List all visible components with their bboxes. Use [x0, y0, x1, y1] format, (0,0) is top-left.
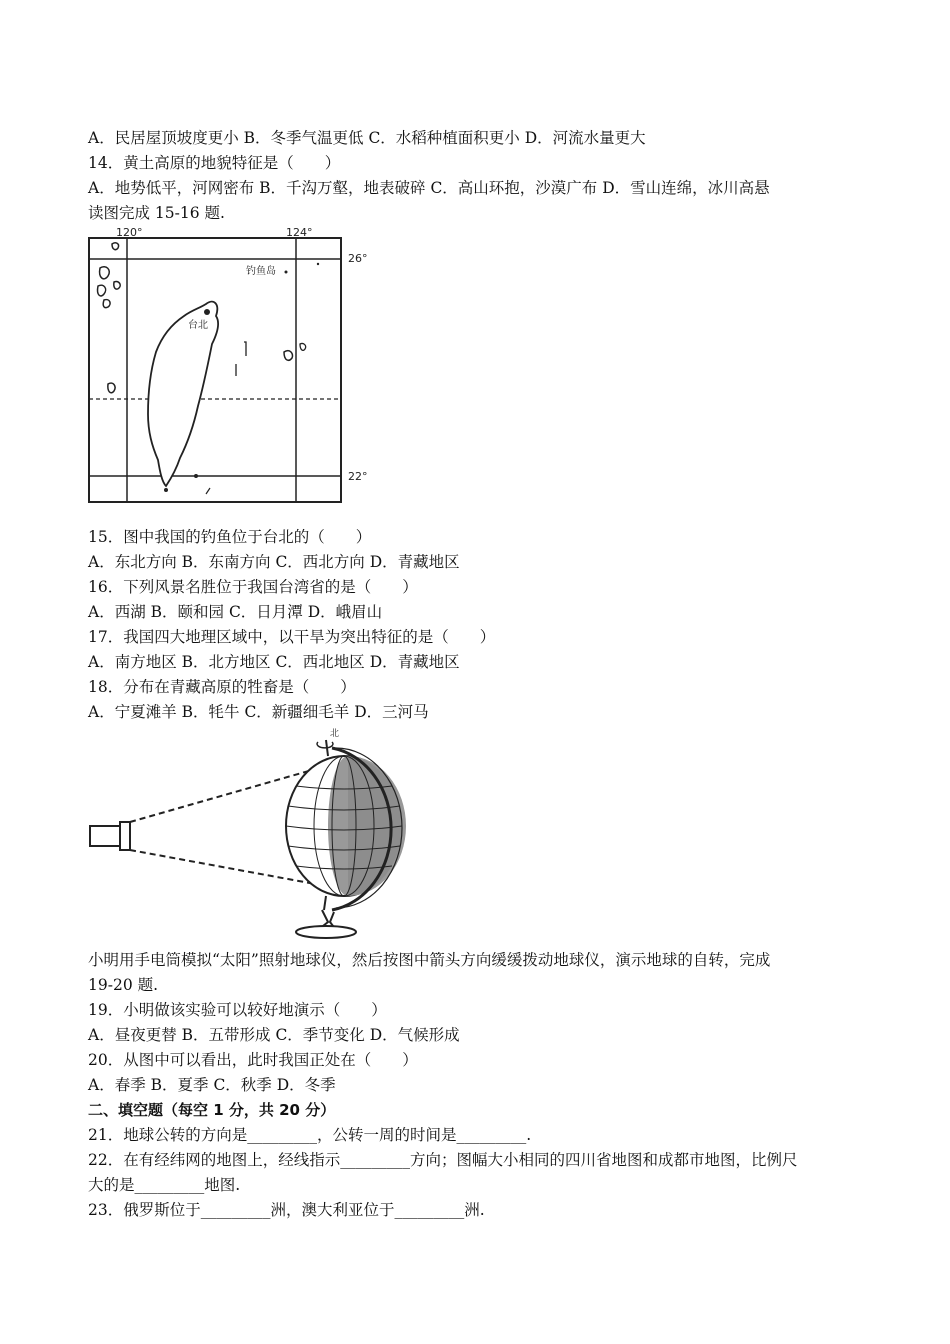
q13-options: A．民居屋顶坡度更小 B．冬季气温更低 C．水稻种植面积更小 D．河流水量更大 [88, 129, 646, 147]
flashlight-icon [90, 826, 120, 846]
q14-stem: 14．黄土高原的地貌特征是（ ） [88, 154, 341, 172]
q17-stem: 17．我国四大地理区域中，以干旱为突出特征的是（ ） [88, 628, 496, 646]
lat-26-label: 26° [348, 252, 368, 265]
q16-options: A．西湖 B．颐和园 C．日月潭 D．峨眉山 [88, 603, 383, 621]
q19-20-intro-line1: 小明用手电筒模拟“太阳”照射地球仪，然后按图中箭头方向缓缓拨动地球仪，演示地球的自转，完成 [88, 951, 771, 969]
q22-line1: 22．在有经纬网的地图上，经线指示_________方向；图幅大小相同的四川省地图和成都市地图，比例尺 [88, 1151, 798, 1169]
q18-stem: 18．分布在青藏高原的牲畜是（ ） [88, 678, 356, 696]
section-2-heading: 二、填空题（每空 1 分，共 20 分） [88, 1101, 336, 1119]
q19-20-intro-line2: 19-20 题. [88, 976, 159, 994]
taipei-label: 台北 [188, 320, 208, 331]
q21: 21．地球公转的方向是_________，公转一周的时间是_________. [88, 1126, 532, 1144]
q15-options: A．东北方向 B．东南方向 C．西北方向 D．青藏地区 [88, 553, 460, 571]
q15-stem: 15．图中我国的钓鱼位于台北的（ ） [88, 528, 372, 546]
q17-options: A．南方地区 B．北方地区 C．西北地区 D．青藏地区 [88, 653, 460, 671]
q20-stem: 20．从图中可以看出，此时我国正处在（ ） [88, 1051, 418, 1069]
taiwan-map-figure [86, 224, 376, 506]
q22-line2: 大的是_________地图. [88, 1176, 241, 1194]
lon-124-label: 124° [286, 226, 313, 239]
q23: 23．俄罗斯位于_________洲，澳大利亚位于_________洲. [88, 1201, 485, 1219]
diaoyu-label: 钓鱼岛 [246, 266, 276, 277]
lon-120-label: 120° [116, 226, 143, 239]
globe-north-label: 北 [330, 729, 340, 739]
lat-22-label: 22° [348, 470, 368, 483]
q19-options: A．昼夜更替 B．五带形成 C．季节变化 D．气候形成 [88, 1026, 460, 1044]
q20-options: A．春季 B．夏季 C．秋季 D．冬季 [88, 1076, 336, 1094]
globe-icon [286, 727, 406, 938]
q15-16-intro: 读图完成 15-16 题. [88, 204, 225, 222]
q16-stem: 16．下列风景名胜位于我国台湾省的是（ ） [88, 578, 418, 596]
q14-options: A．地势低平，河网密布 B．千沟万壑，地表破碎 C．高山环抱，沙漠广布 D．雪山连绵，冰川高悬 [88, 179, 770, 197]
q18-options: A．宁夏滩羊 B．牦牛 C．新疆细毛羊 D．三河马 [88, 703, 429, 721]
q19-stem: 19．小明做该实验可以较好地演示（ ） [88, 1001, 387, 1019]
globe-flashlight-figure [86, 726, 426, 940]
